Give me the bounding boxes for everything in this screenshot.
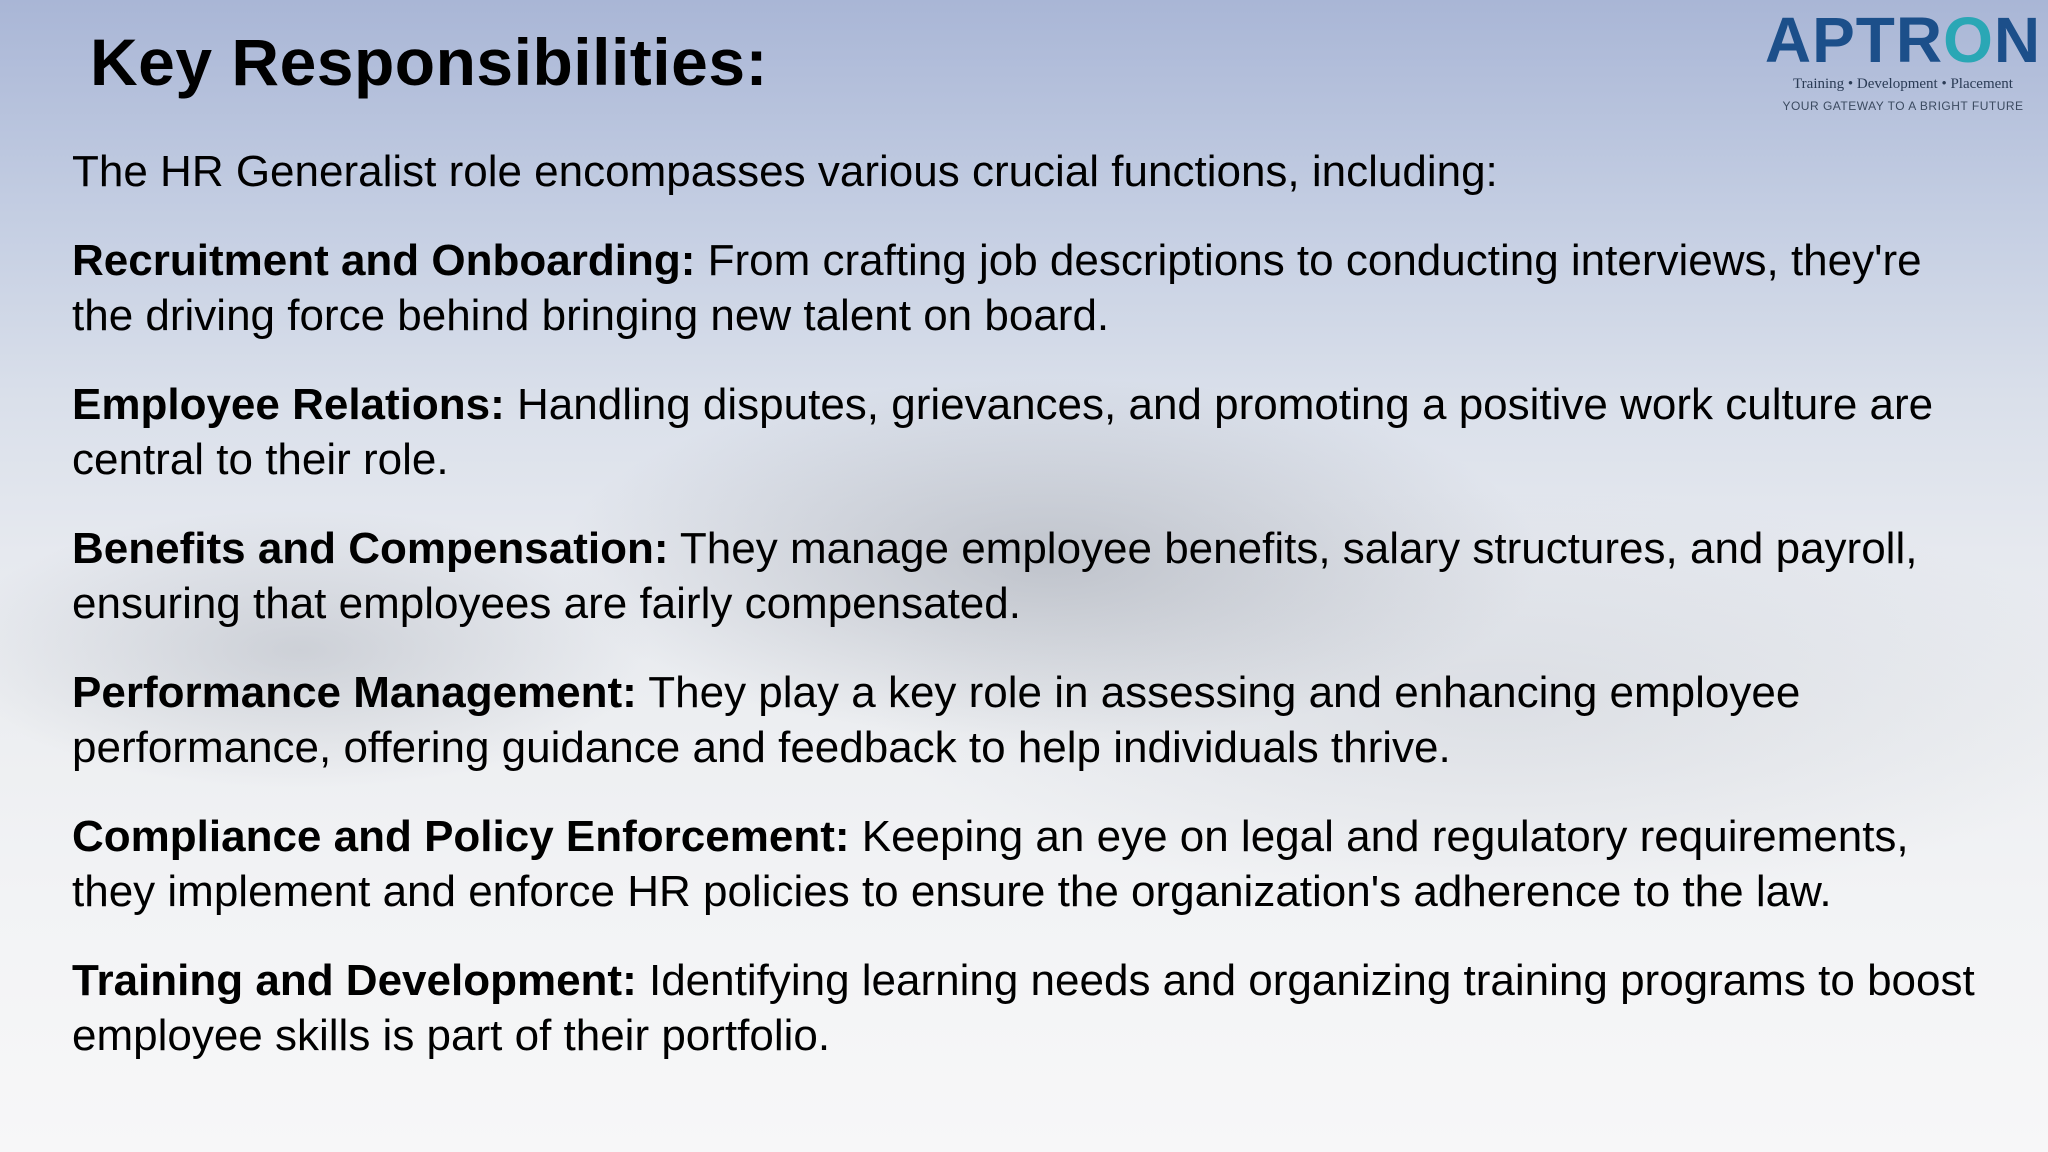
- slide-content: [72, 144, 1992, 1097]
- responsibility-text: They play a key role in assessing and enhancing employee performance, offering guidance and feedback to help individuals thrive.: [72, 668, 1801, 772]
- responsibility-heading: Employee Relations:: [72, 380, 505, 429]
- responsibility-heading: Performance Management:: [72, 668, 637, 717]
- slide-title: Key Responsibilities:: [90, 25, 769, 99]
- responsibility-performance: [72, 665, 1992, 775]
- logo-word-post: N: [1993, 4, 2042, 76]
- responsibility-heading: Benefits and Compensation:: [72, 524, 669, 573]
- responsibility-heading: Training and Development:: [72, 956, 637, 1005]
- responsibility-text: Identifying learning needs and organizing training programs to boost employee skills is part of their portfolio.: [72, 956, 1975, 1060]
- logo-word-pre: APTR: [1764, 4, 1944, 76]
- responsibility-text: Keeping an eye on legal and regulatory requirements, they implement and enforce HR policies to ensure the organization's adherence to the law.: [72, 812, 1909, 916]
- responsibility-heading: Compliance and Policy Enforcement:: [72, 812, 850, 861]
- responsibility-benefits: [72, 521, 1992, 631]
- responsibility-text: They manage employee benefits, salary structures, and payroll, ensuring that employees are fairly compensated.: [72, 524, 1918, 628]
- responsibility-recruitment: [72, 233, 1992, 343]
- logo-wordmark: [1758, 6, 2048, 74]
- logo-subtitle: YOUR GATEWAY TO A BRIGHT FUTURE: [1782, 99, 2024, 113]
- intro-text: The HR Generalist role encompasses various crucial functions, including:: [72, 147, 1498, 196]
- logo-o-ring: O: [1943, 4, 1994, 76]
- aptron-logo: [1758, 6, 2048, 113]
- responsibility-training: [72, 953, 1992, 1063]
- responsibility-heading: Recruitment and Onboarding:: [72, 236, 696, 285]
- logo-tagline: Training • Development • Placement: [1793, 76, 2013, 92]
- responsibility-text: Handling disputes, grievances, and promoting a positive work culture are central to their role.: [72, 380, 1934, 484]
- responsibility-text: From crafting job descriptions to conducting interviews, they're the driving force behind bringing new talent on board.: [72, 236, 1922, 340]
- responsibility-employee-relations: [72, 377, 1992, 487]
- responsibility-compliance: [72, 809, 1992, 919]
